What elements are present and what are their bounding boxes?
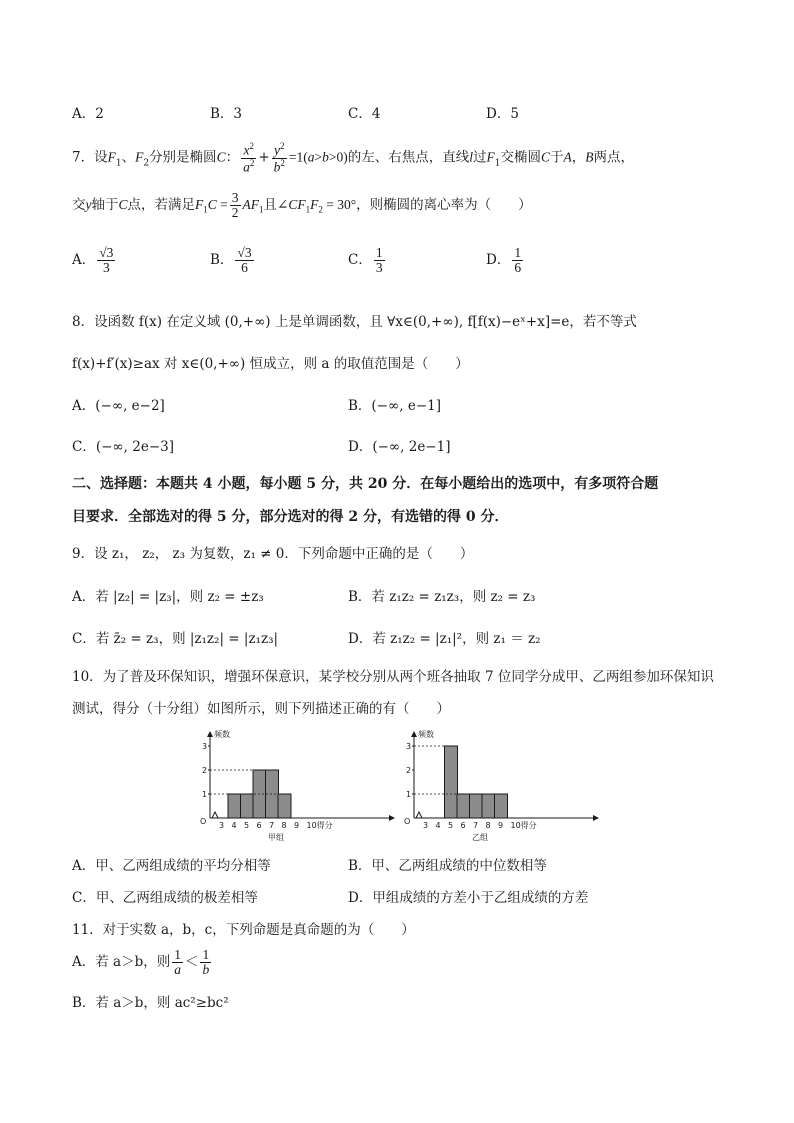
axis-break	[416, 812, 422, 818]
q7-option-a: A． $\frac{√3}{3}$	[72, 245, 114, 276]
histogram-group-yi	[396, 728, 606, 846]
q11-option-b: B．若 a＞b，则 ac²≥bc²	[72, 995, 229, 1011]
bar-8	[482, 794, 495, 818]
q7-stem-line1: 7．设$F_1$、$F_2$分别是椭圆C： $\frac{x^2}{a^2}$ + $\frac{y^2}{b^2}$ =1(a>b>0)的左、右焦点，直线l过$F_1$交椭圆C于A，B两点，	[72, 141, 634, 175]
histogram-group-jia	[192, 728, 402, 846]
q9-option-b: B．若 z₁z₂ = z₁z₃，则 z₂ = z₃	[348, 589, 536, 605]
x-axis-arrow	[593, 815, 599, 821]
y-axis-label: 频数	[214, 730, 230, 739]
q6-option-d: D．5	[486, 106, 519, 122]
q10-stem-line2: 测试，得分（十分组）如图所示，则下列描述正确的有（ ）	[72, 701, 450, 717]
x-tick-label: 8	[485, 821, 491, 830]
x-tick-label: 9	[498, 821, 504, 830]
q10-stem-line1: 10．为了普及环保知识，增强环保意识，某学校分别从两个班各抽取 7 位同学分成甲、乙两组参加环保知识	[72, 669, 714, 685]
x-tick-label: 10得分	[510, 821, 537, 830]
chart-title: 甲组	[268, 833, 284, 842]
x-tick-label: 4	[231, 821, 237, 830]
x-tick-label: 10得分	[306, 821, 333, 830]
x-tick-label: 7	[269, 821, 275, 830]
bar-4	[228, 794, 241, 818]
x-tick-label: 5	[448, 821, 454, 830]
q9-option-c: C．若 z̄₂ = z₃，则 |z₁z₂| = |z₁z₃|	[72, 631, 279, 647]
x-tick-label: 8	[281, 821, 287, 830]
x-axis-arrow	[389, 815, 395, 821]
q11-stem: 11．对于实数 a，b，c，下列命题是真命题的为（ ）	[72, 922, 415, 938]
x-tick-label: 6	[256, 821, 262, 830]
x-tick-label: 7	[473, 821, 479, 830]
x-tick-label: 4	[435, 821, 441, 830]
y-tick-label: 2	[202, 766, 208, 775]
q10-option-c: C．甲、乙两组成绩的极差相等	[72, 890, 258, 906]
bar-5	[241, 794, 254, 818]
bar-8	[278, 794, 291, 818]
q10-option-b: B．甲、乙两组成绩的中位数相等	[348, 858, 547, 874]
q8-option-b: B．(−∞, e−1]	[348, 398, 441, 414]
x-tick-label: 5	[244, 821, 250, 830]
axis-break	[212, 812, 218, 818]
section2-heading-line1: 二、选择题：本题共 4 小题，每小题 5 分，共 20 分．在每小题给出的选项中，有多项符合题	[72, 476, 659, 492]
bar-9	[495, 794, 508, 818]
q7-option-d: D． $\frac{1}{6}$	[486, 245, 522, 276]
origin-label: O	[404, 817, 411, 826]
y-axis-label: 频数	[418, 730, 434, 739]
x-tick-label: 3	[423, 821, 429, 830]
y-axis-arrow	[207, 731, 213, 737]
y-tick-label: 3	[406, 742, 412, 751]
bar-5	[445, 746, 458, 818]
q6-option-b: B．3	[210, 106, 243, 122]
y-tick-label: 3	[202, 742, 208, 751]
q11-option-a: A．若 a＞b，则 $\frac{1}{a}$ ＜ $\frac{1}{b}$	[72, 946, 210, 977]
q7-option-c: C． $\frac{1}{3}$	[348, 245, 383, 276]
q10-option-a: A．甲、乙两组成绩的平均分相等	[72, 858, 271, 874]
q8-option-c: C．(−∞, 2e−3]	[72, 439, 174, 455]
origin-label: O	[200, 817, 207, 826]
q9-stem: 9．设 z₁， z₂， z₃ 为复数，z₁ ≠ 0．下列命题中正确的是（ ）	[72, 546, 474, 562]
q8-option-d: D．(−∞, 2e−1]	[348, 439, 451, 455]
y-tick-label: 1	[202, 790, 208, 799]
q8-option-a: A．(−∞, e−2]	[72, 398, 165, 414]
q7-stem-line2: 交y轴于C点，若满足$F_1C$ = $\frac{3}{2}$ $AF_1$且$\angle CF_1F_2 = 30^\circ$，则椭圆的离心率为（ ）	[72, 189, 532, 220]
y-tick-label: 2	[406, 766, 412, 775]
bar-7	[470, 794, 483, 818]
y-tick-label: 1	[406, 790, 412, 799]
x-tick-label: 9	[294, 821, 300, 830]
x-tick-label: 6	[460, 821, 466, 830]
q6-option-a: A．2	[72, 106, 104, 122]
q10-option-d: D．甲组成绩的方差小于乙组成绩的方差	[348, 890, 589, 906]
q7-option-b: B． $\frac{√3}{6}$	[210, 245, 252, 276]
q6-option-c: C．4	[348, 106, 381, 122]
x-tick-label: 3	[219, 821, 225, 830]
bar-6	[457, 794, 470, 818]
section2-heading-line2: 目要求．全部选对的得 5 分，部分选对的得 2 分，有选错的得 0 分．	[72, 509, 509, 525]
q8-stem-line1: 8．设函数 f(x) 在定义域 (0,+∞) 上是单调函数，且 ∀x∈(0,+∞), f[f(x)−eˣ+x]=e，若不等式	[72, 314, 637, 330]
q9-option-d: D．若 z₁z₂ = |z₁|²，则 z₁ ＝ z₂	[348, 631, 541, 647]
y-axis-arrow	[411, 731, 417, 737]
q8-stem-line2: f(x)+f′(x)≥ax 对 x∈(0,+∞) 恒成立，则 a 的取值范围是（ ）	[72, 356, 469, 372]
q9-option-a: A．若 |z₂| = |z₃|，则 z₂ = ±z₃	[72, 589, 264, 605]
chart-title: 乙组	[472, 833, 488, 842]
